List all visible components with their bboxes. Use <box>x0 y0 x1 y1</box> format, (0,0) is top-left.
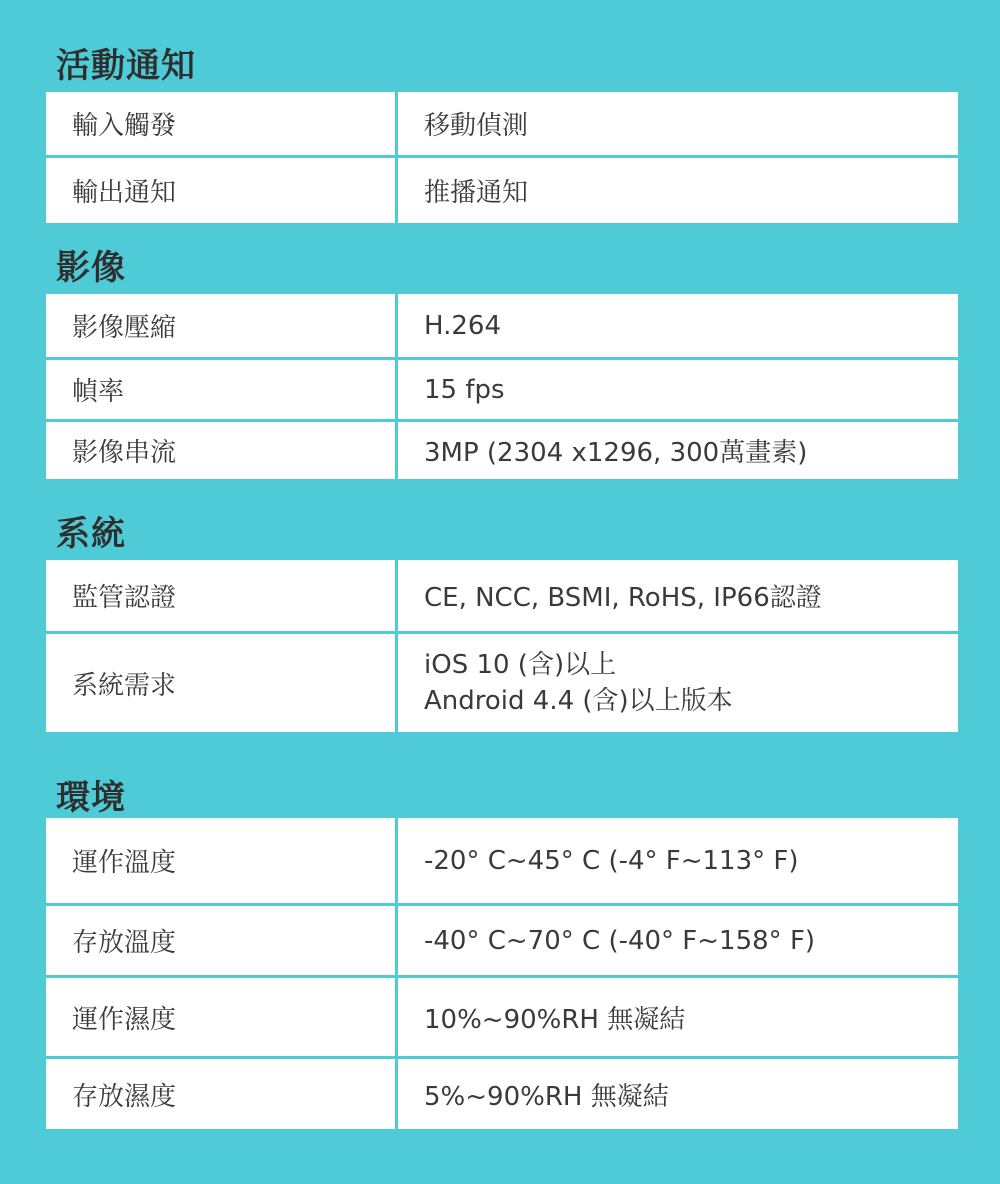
spec-label: 影像壓縮 <box>46 294 395 357</box>
table-row <box>46 818 958 903</box>
table-row <box>46 294 958 357</box>
spec-value: 移動偵測 <box>398 92 958 155</box>
spec-value: 10%~90%RH 無凝結 <box>398 978 958 1056</box>
spec-label: 輸出通知 <box>46 158 395 223</box>
table-row <box>46 92 958 155</box>
table-row <box>46 560 958 631</box>
spec-label: 存放溫度 <box>46 906 395 975</box>
spec-value: H.264 <box>398 294 958 357</box>
table-row <box>46 978 958 1056</box>
section-title-video: 影像 <box>56 248 126 288</box>
section-title-environment: 環境 <box>56 778 126 818</box>
spec-value: -20° C~45° C (-4° F~113° F) <box>398 818 958 903</box>
spec-label: 幀率 <box>46 360 395 419</box>
spec-value: 推播通知 <box>398 158 958 223</box>
spec-label: 運作溫度 <box>46 818 395 903</box>
spec-table-video <box>46 294 958 480</box>
section-title-system: 系統 <box>56 514 126 554</box>
table-row <box>46 360 958 419</box>
spec-label: 運作濕度 <box>46 978 395 1056</box>
table-row <box>46 634 958 732</box>
spec-table-activity <box>46 92 958 223</box>
table-row <box>46 158 958 223</box>
spec-value: 3MP (2304 x1296, 300萬畫素) <box>398 422 958 479</box>
table-row <box>46 906 958 975</box>
spec-value-line: iOS 10 (含)以上 <box>424 650 617 680</box>
spec-table-environment <box>46 818 958 1129</box>
spec-label: 系統需求 <box>46 634 395 732</box>
spec-value <box>398 634 958 732</box>
spec-value: CE, NCC, BSMI, RoHS, IP66認證 <box>398 560 958 631</box>
spec-label: 監管認證 <box>46 560 395 631</box>
table-row <box>46 1059 958 1129</box>
spec-value: -40° C~70° C (-40° F~158° F) <box>398 906 958 975</box>
spec-value: 5%~90%RH 無凝結 <box>398 1059 958 1129</box>
table-row <box>46 422 958 479</box>
spec-label: 輸入觸發 <box>46 92 395 155</box>
section-title-activity: 活動通知 <box>56 46 196 86</box>
spec-value-line: Android 4.4 (含)以上版本 <box>424 686 733 716</box>
spec-label: 存放濕度 <box>46 1059 395 1129</box>
spec-label: 影像串流 <box>46 422 395 479</box>
spec-table-system <box>46 560 958 733</box>
spec-value: 15 fps <box>398 360 958 419</box>
